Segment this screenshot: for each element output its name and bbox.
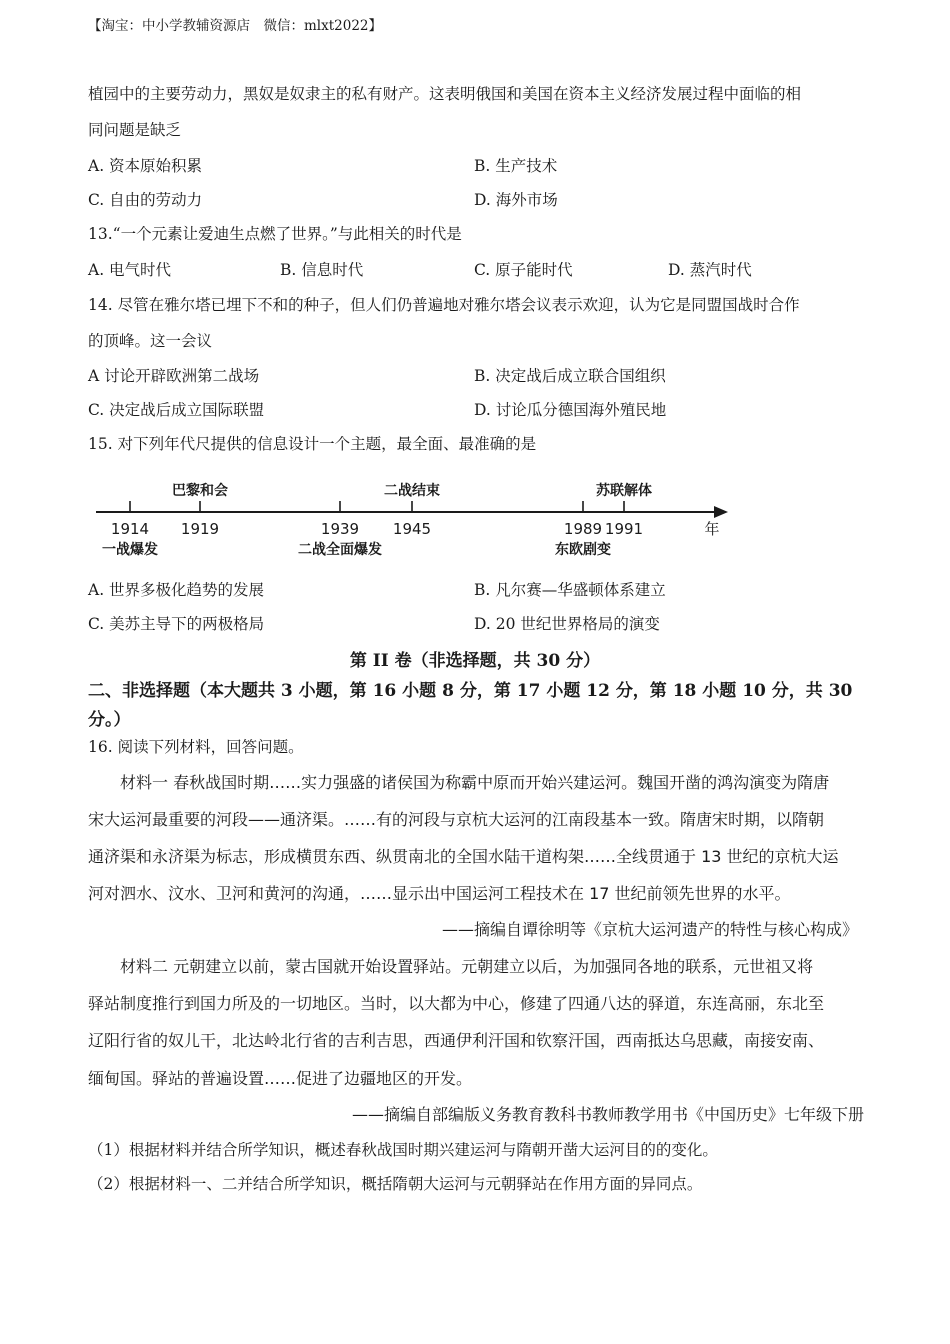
timeline-event-label: 二战结束 (384, 483, 440, 499)
part2-heading-line2: 分。） (88, 710, 131, 730)
q14-option-a: A 讨论开辟欧洲第二战场 (88, 367, 260, 385)
timeline-year-1945: 1945 (392, 520, 432, 538)
timeline-year-1914: 1914 (110, 520, 150, 538)
q16-subquestion-2: （2）根据材料一、二并结合所学知识，概括隋朝大运河与元朝驿站在作用方面的异同点。 (88, 1175, 703, 1193)
material1-line1: 材料一 春秋战国时期……实力强盛的诸侯国为称霸中原而开始兴建运河。魏国开凿的鸿沟演变为隋唐 (120, 773, 830, 792)
q14-option-d: D. 讨论瓜分德国海外殖民地 (474, 401, 667, 419)
q16-stem: 16. 阅读下列材料，回答问题。 (88, 738, 304, 756)
q12-option-c: C. 自由的劳动力 (88, 191, 203, 209)
material1-line2: 宋大运河最重要的河段——通济渠。……有的河段与京杭大运河的江南段基本一致。隋唐宋时期，以隋朝 (88, 810, 825, 829)
material2-line2: 驿站制度推行到国力所及的一切地区。当时，以大都为中心，修建了四通八达的驿道，东连高丽，东北至 (88, 994, 825, 1013)
timeline-event-label: 东欧剧变 (555, 542, 611, 558)
material2-line3: 辽阳行省的奴儿干，北达岭北行省的吉利吉思，西通伊利汗国和钦察汗国，西南抵达乌思藏，南接安南、 (88, 1031, 825, 1050)
q15-option-c: C. 美苏主导下的两极格局 (88, 615, 265, 633)
material1-source: ——摘编自谭徐明等《京杭大运河遗产的特性与核心构成》 (441, 920, 858, 939)
q14-option-c: C. 决定战后成立国际联盟 (88, 401, 265, 419)
material2-line1: 材料二 元朝建立以前，蒙古国就开始设置驿站。元朝建立以后，为加强同各地的联系，元世祖又将 (120, 957, 814, 976)
q12-option-d: D. 海外市场 (474, 191, 558, 209)
part2-heading-line1: 二、非选择题（本大题共 3 小题，第 16 小题 8 分，第 17 小题 12 分，第 18 小题 10 分，共 30 (88, 681, 853, 701)
timeline-year-1919: 1919 (180, 520, 220, 538)
timeline-event-label: 一战爆发 (102, 542, 158, 558)
q16-subquestion-1: （1）根据材料并结合所学知识，概述春秋战国时期兴建运河与隋朝开凿大运河目的的变化。 (88, 1141, 718, 1159)
q13-option-a: A. 电气时代 (88, 261, 172, 279)
timeline-year-1991: 1991 (604, 520, 644, 538)
q13-stem: 13.“一个元素让爱迪生点燃了世界。”与此相关的时代是 (88, 225, 462, 243)
q14-option-b: B. 决定战后成立联合国组织 (474, 367, 666, 385)
q15-option-a: A. 世界多极化趋势的发展 (88, 581, 265, 599)
q12-option-a: A. 资本原始积累 (88, 157, 203, 175)
q12-stem-line2: 同问题是缺乏 (88, 121, 182, 139)
timeline-arrow (714, 506, 728, 518)
timeline-year-1989: 1989 (563, 520, 603, 538)
q12-option-b: B. 生产技术 (474, 157, 558, 175)
q15-option-d: D. 20 世纪世界格局的演变 (474, 615, 660, 633)
page-header: 【淘宝：中小学教辅资源店 微信：mlxt2022】 (88, 18, 383, 34)
q14-stem-line1: 14. 尽管在雅尔塔已埋下不和的种子，但人们仍普遍地对雅尔塔会议表示欢迎，认为它是同盟国战时合作 (88, 296, 800, 314)
material2-line4: 缅甸国。驿站的普遍设置……促进了边疆地区的开发。 (88, 1069, 473, 1088)
q13-option-c: C. 原子能时代 (474, 261, 573, 279)
q13-option-d: D. 蒸汽时代 (668, 261, 752, 279)
q14-stem-line2: 的顶峰。这一会议 (88, 332, 213, 350)
part2-title: 第 II 卷（非选择题，共 30 分） (349, 651, 601, 671)
timeline-event-label: 巴黎和会 (172, 483, 228, 499)
q15-stem: 15. 对下列年代尺提供的信息设计一个主题，最全面、最准确的是 (88, 435, 537, 453)
q15-option-b: B. 凡尔赛—华盛顿体系建立 (474, 581, 666, 599)
timeline-figure (0, 470, 950, 570)
q13-option-b: B. 信息时代 (280, 261, 364, 279)
material2-source: ——摘编自部编版义务教育教科书教师教学用书《中国历史》七年级下册 (351, 1105, 864, 1124)
material1-line4: 河对泗水、汶水、卫河和黄河的沟通，……显示出中国运河工程技术在 17 世纪前领先世界的水平。 (88, 884, 791, 903)
timeline-unit: 年 (704, 520, 720, 538)
q12-stem-line1: 植园中的主要劳动力，黑奴是奴隶主的私有财产。这表明俄国和美国在资本主义经济发展过程中面临的相 (88, 85, 802, 103)
material1-line3: 通济渠和永济渠为标志，形成横贯东西、纵贯南北的全国水陆干道构架……全线贯通于 13 世纪的京杭大运 (88, 847, 839, 866)
timeline-event-label: 苏联解体 (596, 483, 652, 499)
timeline-year-1939: 1939 (320, 520, 360, 538)
timeline-event-label: 二战全面爆发 (298, 542, 382, 558)
